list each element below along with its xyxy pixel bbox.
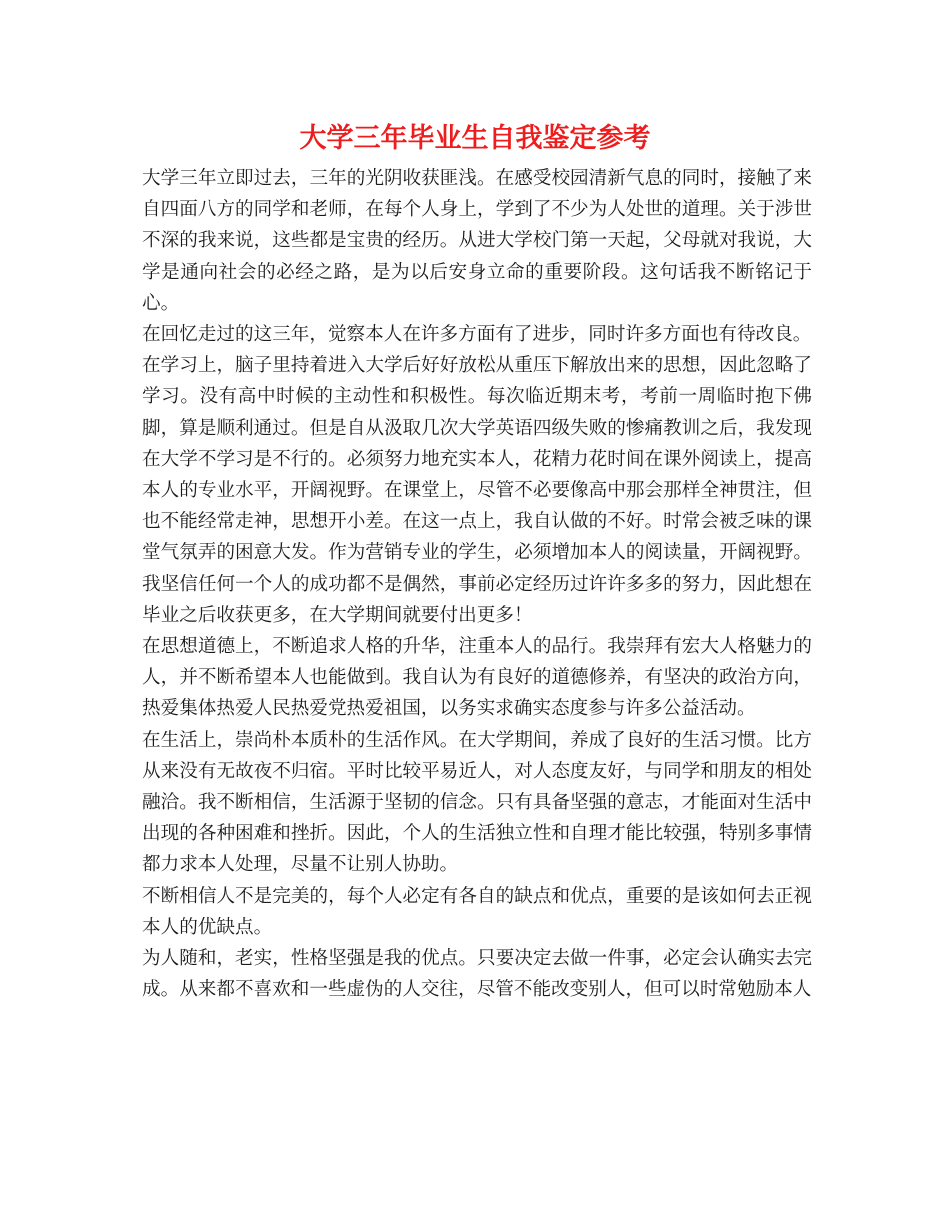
- document-body: [142, 163, 812, 1005]
- paragraph-intro: 大学三年立即过去，三年的光阴收获匪浅。在感受校园清新气息的同时，接触了来自四面八方的同学和老师，在每个人身上，学到了不少为人处世的道理。关于涉世不深的我来说，这些都是宝贵的经历。从进大学校门第一天起，父母就对我说，大学是通向社会的必经之路，是为以后安身立命的重要阶段。这句话我不断铭记于心。: [142, 168, 812, 314]
- paragraph-morality: 在思想道德上，不断追求人格的升华，注重本人的品行。我崇拜有宏大人格魅力的人，并不断希望本人也能做到。我自认为有良好的道德修养，有坚决的政治方向，热爱集体热爱人民热爱党热爱祖国，以务实求确实态度参与许多公益活动。: [142, 636, 812, 720]
- paragraph-strengths: 为人随和，老实，性格坚强是我的优点。只要决定去做一件事，必定会认确实去完成。从来都不喜欢和一些虚伪的人交往，尽管不能改变别人，但可以时常勉励本人: [142, 948, 812, 1001]
- paragraph-review: 在回忆走过的这三年，觉察本人在许多方面有了进步，同时许多方面也有待改良。: [142, 324, 812, 346]
- paragraph-life: 在生活上，崇尚朴本质朴的生活作风。在大学期间，养成了良好的生活习惯。比方从来没有无故夜不归宿。平时比较平易近人，对人态度友好，与同学和朋友的相处融洽。我不断相信，生活源于坚韧的信念。只有具备坚强的意志，才能面对生活中出现的各种困难和挫折。因此，个人的生活独立性和自理才能比较强，特别多事情都力求本人处理，尽量不让别人协助。: [142, 729, 812, 876]
- paragraph-imperfection: 不断相信人不是完美的，每个人必定有各自的缺点和优点，重要的是该如何去正视本人的优缺点。: [142, 885, 812, 938]
- document-title: 大学三年毕业生自我鉴定参考: [299, 123, 651, 154]
- paragraph-study: 在学习上，脑子里持着进入大学后好好放松从重压下解放出来的思想，因此忽略了学习。没有高中时候的主动性和积极性。每次临近期末考，考前一周临时抱下佛脚，算是顺利通过。但是自从汲取几次大学英语四级失败的惨痛教训之后，我发现在大学不学习是不行的。必须努力地充实本人，花精力花时间在课外阅读上，提高本人的专业水平，开阔视野。在课堂上，尽管不必要像高中那会那样全神贯注，但也不能经常走神，思想开小差。在这一点上，我自认做的不好。时常会被乏味的课堂气氛弄的困意大发。作为营销专业的学生，必须增加本人的阅读量，开阔视野。我坚信任何一个人的成功都不是偶然，事前必定经历过许许多多的努力，因此想在毕业之后收获更多，在大学期间就要付出更多！: [142, 355, 812, 626]
